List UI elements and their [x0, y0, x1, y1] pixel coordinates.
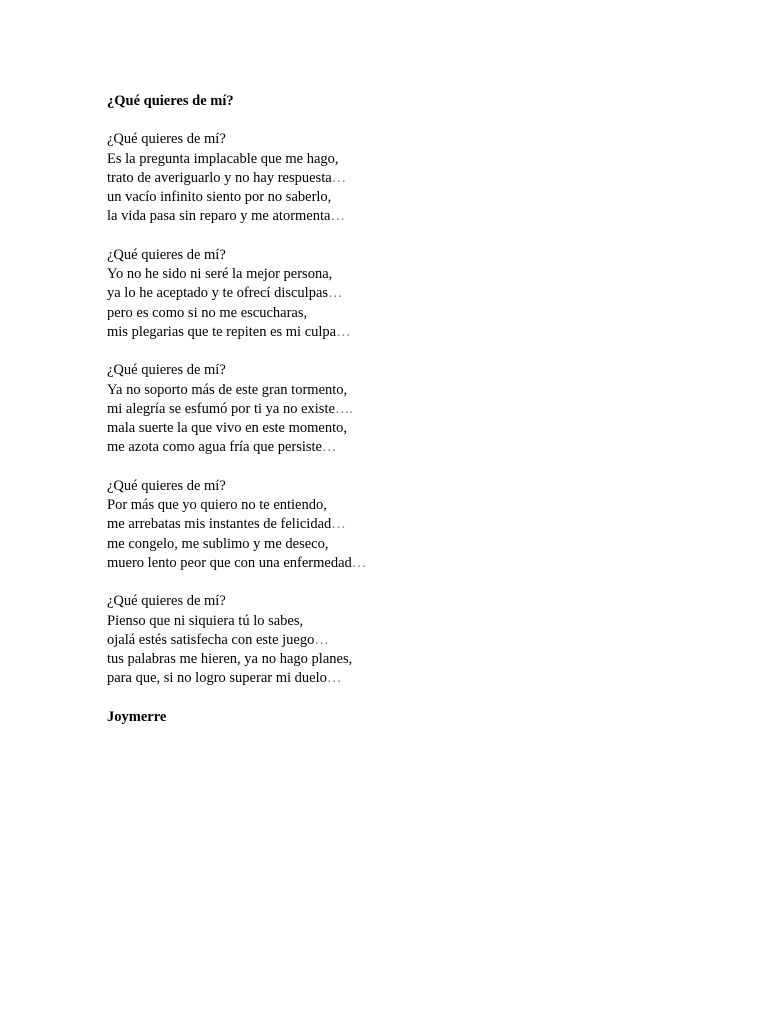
poem-line: ¿Qué quieres de mí? [107, 362, 226, 379]
poem-line: me arrebatas mis instantes de felicidad… [107, 516, 346, 533]
poem-line: Es la pregunta implacable que me hago, [107, 150, 339, 167]
poem-line: ¿Qué quieres de mí? [107, 131, 226, 148]
poem-line: mala suerte la que vivo en este momento, [107, 420, 347, 437]
poem-line: la vida pasa sin reparo y me atormenta… [107, 208, 345, 225]
poem-line: tus palabras me hieren, ya no hago planes, [107, 651, 353, 668]
poem [107, 92, 707, 727]
poem-line: muero lento peor que con una enfermedad… [107, 554, 367, 571]
stanza [107, 592, 707, 688]
poem-line: mis plegarias que te repiten es mi culpa… [107, 323, 351, 340]
poem-line: para que, si no logro superar mi duelo… [107, 670, 342, 687]
poem-line: pero es como si no me escucharas, [107, 304, 308, 321]
poem-line: Ya no soporto más de este gran tormento, [107, 381, 348, 398]
poem-line: mi alegría se esfumó por ti ya no existe…. [107, 400, 354, 417]
poem-line: Yo no he sido ni seré la mejor persona, [107, 266, 333, 283]
poem-title: ¿Qué quieres de mí? [107, 93, 234, 109]
poem-author: Joymerre [107, 708, 167, 725]
poem-line: ¿Qué quieres de mí? [107, 477, 226, 494]
poem-line: me congelo, me sublimo y me deseco, [107, 535, 329, 552]
poem-line: ¿Qué quieres de mí? [107, 246, 226, 263]
stanza [107, 361, 707, 457]
poem-line: ya lo he aceptado y te ofrecí disculpas… [107, 285, 343, 302]
poem-line: ojalá estés satisfecha con este juego… [107, 631, 329, 648]
poem-line: Por más que yo quiero no te entiendo, [107, 497, 327, 514]
stanza [107, 246, 707, 342]
poem-line: ¿Qué quieres de mí? [107, 593, 226, 610]
poem-line: trato de averiguarlo y no hay respuesta… [107, 169, 347, 186]
poem-line: me azota como agua fría que persiste… [107, 439, 337, 456]
poem-line: Pienso que ni siquiera tú lo sabes, [107, 612, 304, 629]
stanza [107, 130, 707, 226]
poem-line: un vacío infinito siento por no saberlo, [107, 189, 332, 206]
stanza [107, 477, 707, 573]
